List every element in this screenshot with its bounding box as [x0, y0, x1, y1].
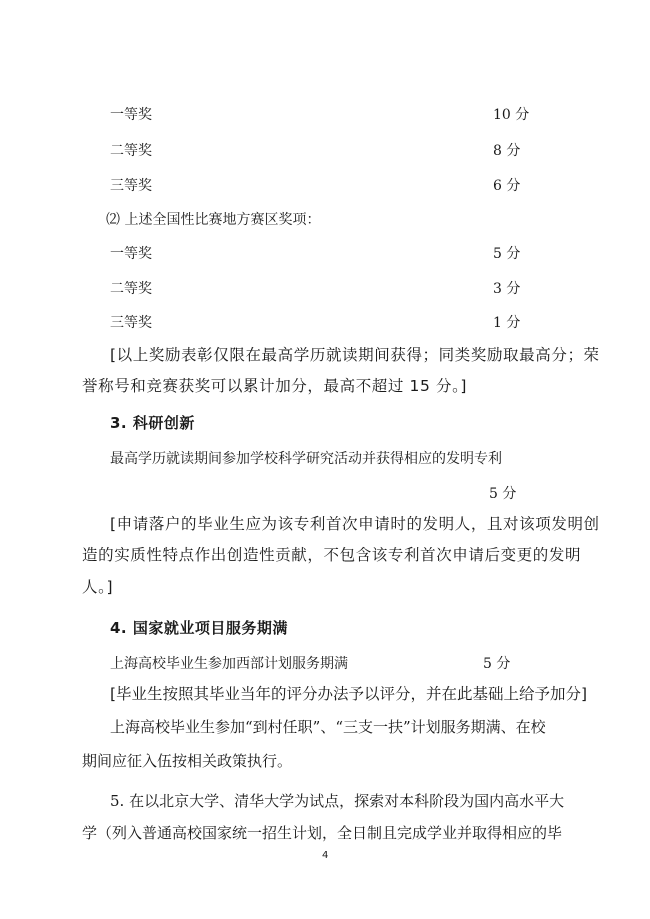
award-label: 二等奖 — [110, 143, 152, 159]
section-text-line: 上海高校毕业生参加“到村任职”、“三支一扶”计划服务期满、在校 — [110, 718, 546, 736]
regional-heading: ⑵ 上述全国性比赛地方赛区奖项： — [106, 212, 321, 228]
award-label: 二等奖 — [110, 281, 152, 297]
section-text-line: 期间应征入伍按相关政策执行。 — [82, 752, 293, 770]
award-score: 5 分 — [493, 246, 521, 262]
section-score: 5 分 — [489, 486, 517, 502]
award-label: 三等奖 — [110, 178, 152, 194]
award-label: 一等奖 — [110, 246, 152, 262]
section-note-line: [申请落户的毕业生应为该专利首次申请时的发明人，且对该项发明创 — [110, 515, 600, 533]
award-score: 3 分 — [493, 281, 521, 297]
section-item: 上海高校毕业生参加西部计划服务期满 — [110, 656, 348, 672]
section-text-line: 学（列入普通高校国家统一招生计划，全日制且完成学业并取得相应的毕 — [82, 824, 563, 842]
award-label: 一等奖 — [110, 107, 152, 123]
section-text: 最高学历就读期间参加学校科学研究活动并获得相应的发明专利 — [110, 451, 502, 467]
section-note: [毕业生按照其毕业当年的评分办法予以评分，并在此基础上给予加分] — [110, 685, 588, 703]
section-title: 4. 国家就业项目服务期满 — [110, 619, 288, 637]
award-label: 三等奖 — [110, 315, 152, 331]
section-text-line: 5. 在以北京大学、清华大学为试点，探索对本科阶段为国内高水平大 — [110, 792, 565, 810]
section-note-line: 人。] — [82, 578, 114, 596]
section-score: 5 分 — [483, 656, 511, 672]
section-title: 3. 科研创新 — [110, 414, 195, 432]
award-note-line: [以上奖励表彰仅限在最高学历就读期间获得；同类奖励取最高分；荣 — [110, 346, 600, 364]
award-score: 10 分 — [493, 107, 530, 123]
award-score: 1 分 — [493, 315, 521, 331]
section-note-line: 造的实质性特点作出创造性贡献，不包含该专利首次申请后变更的发明 — [82, 546, 582, 564]
award-score: 6 分 — [493, 178, 521, 194]
page-number: 4 — [322, 850, 329, 861]
award-score: 8 分 — [493, 143, 521, 159]
award-note-line: 誉称号和竞赛获奖可以累计加分，最高不超过 15 分。] — [82, 377, 468, 395]
